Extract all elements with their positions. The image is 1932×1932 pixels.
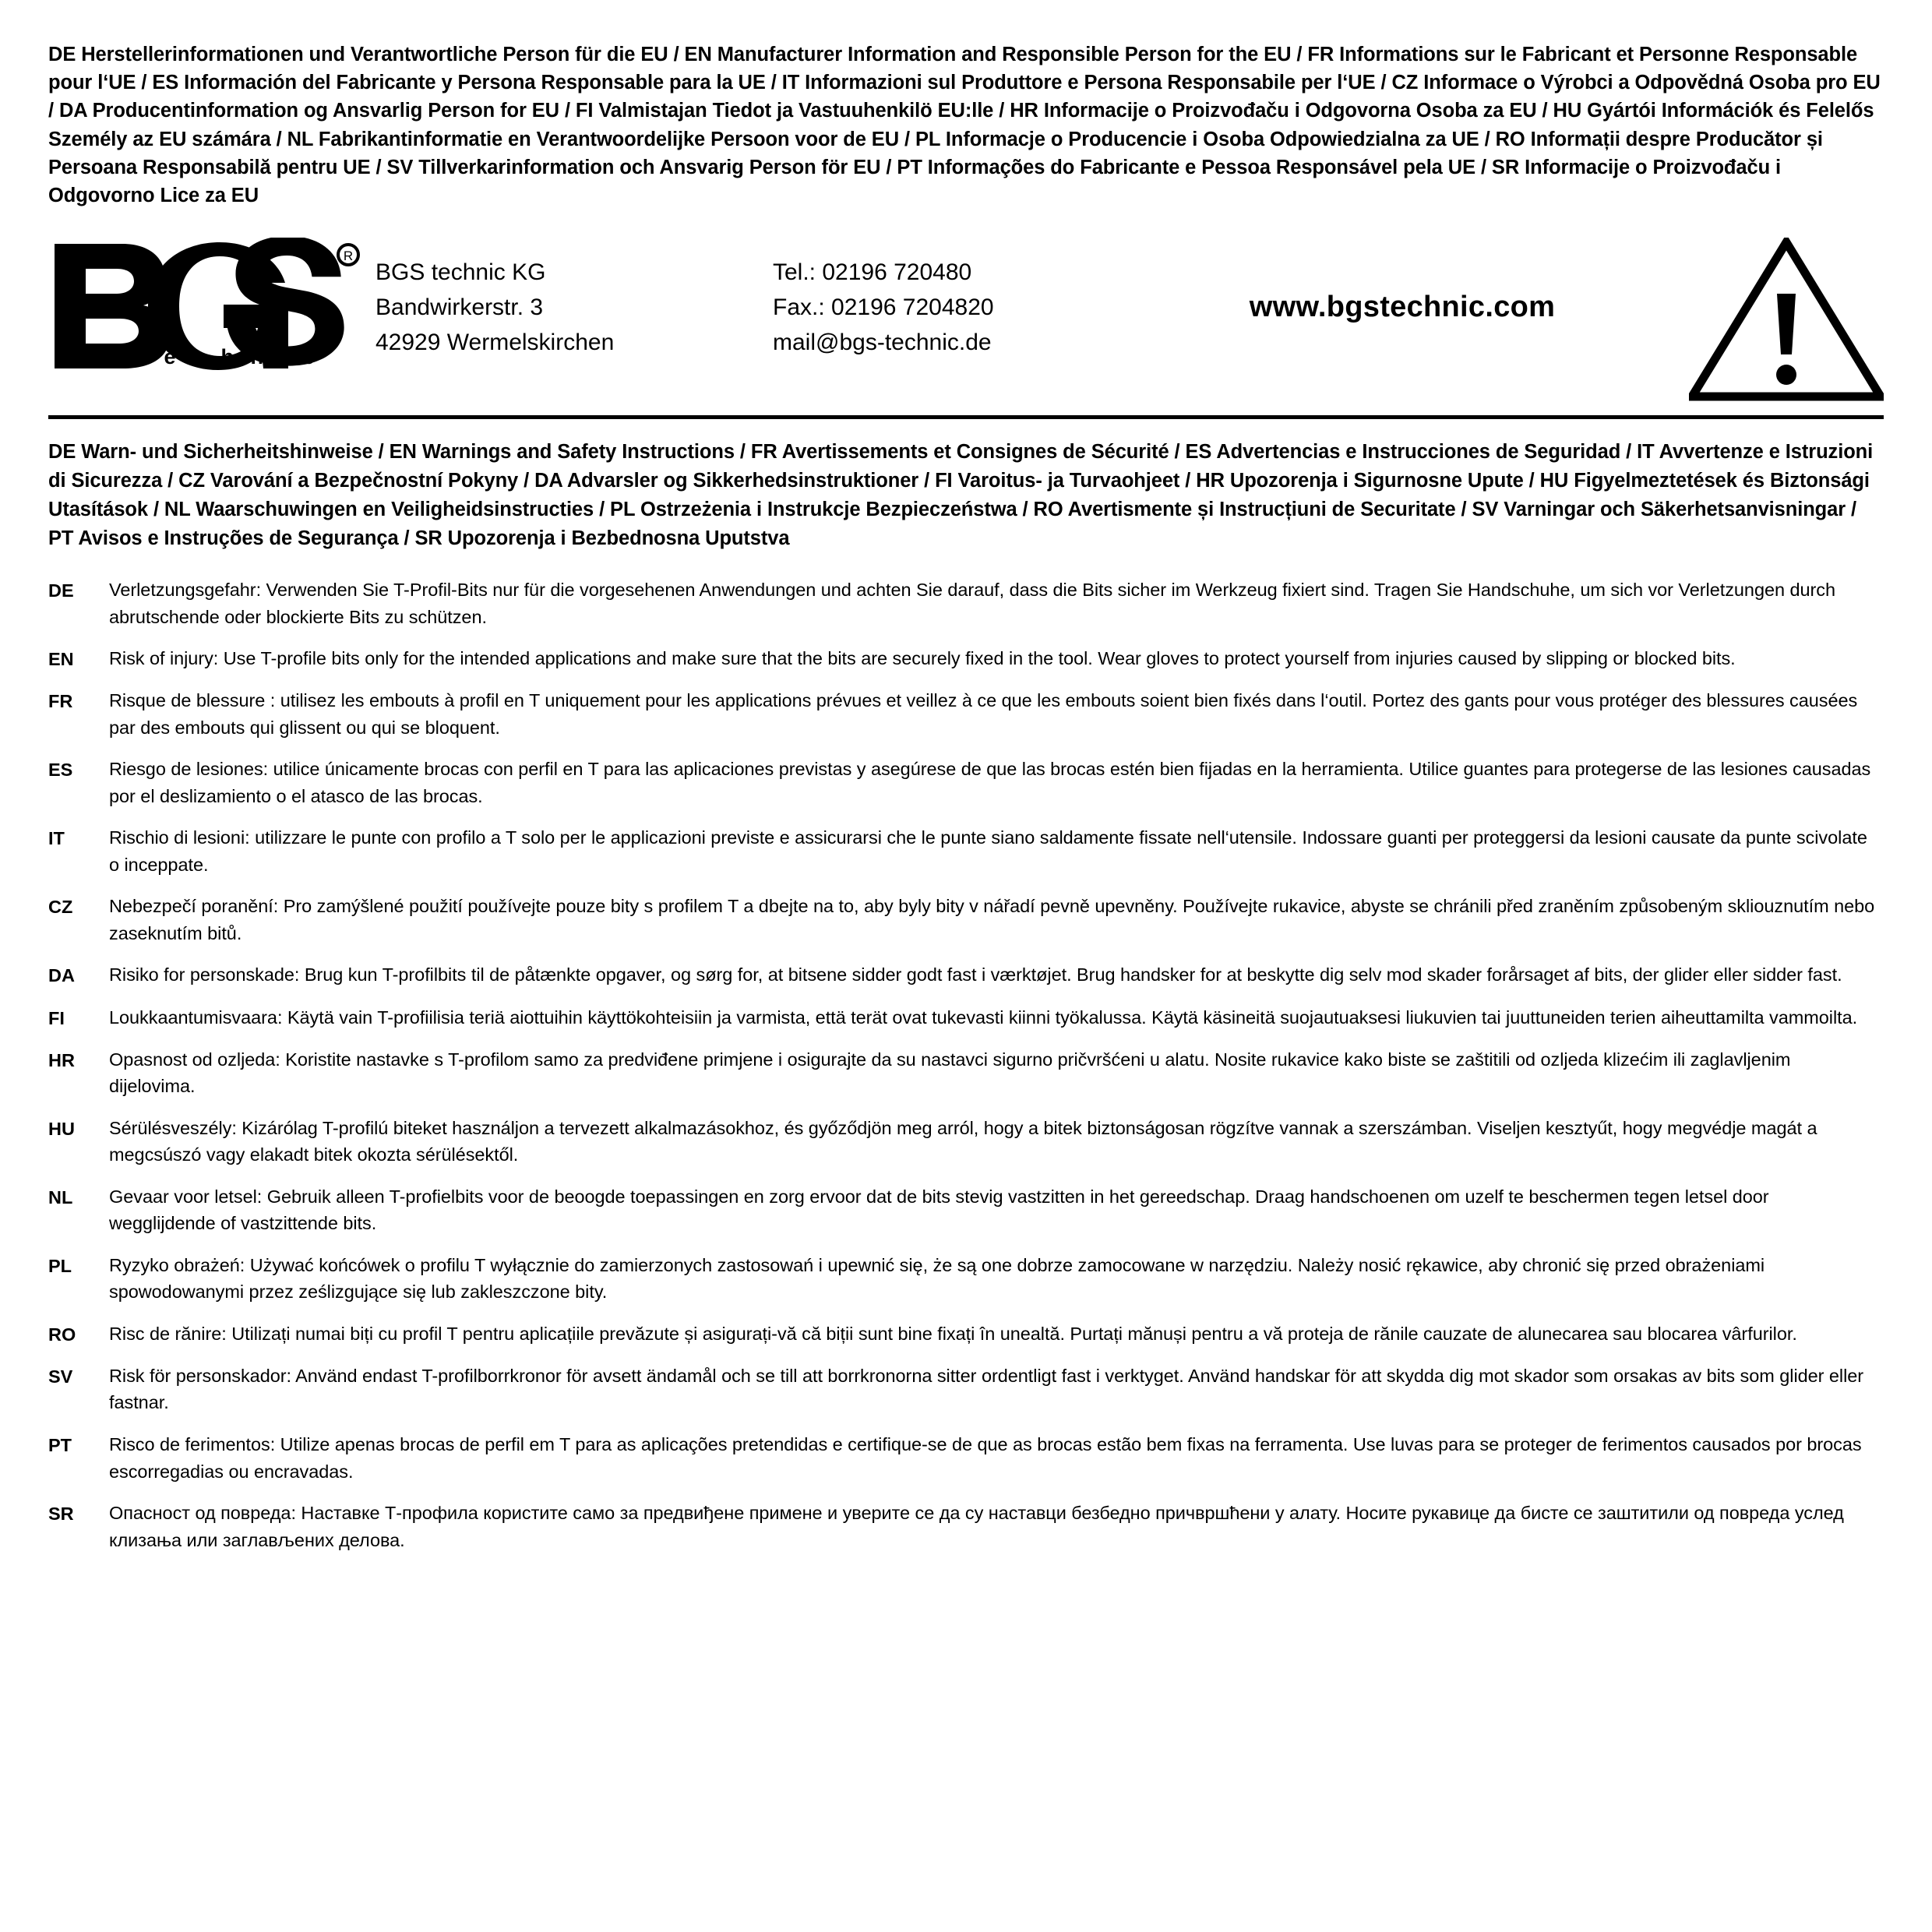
warning-row-pt [48, 1431, 1884, 1485]
warning-row-en [48, 645, 1884, 672]
warning-text: Riesgo de lesiones: utilice únicamente brocas con perfil en T para las aplicaciones previstas y asegúrese de que las brocas estén bien fijadas en la herramienta. Utilice guantes para protegerse de las lesiones causadas por el deslizamiento o el atasco de las brocas. [109, 759, 1871, 806]
language-code: DE [48, 580, 74, 601]
warning-text: Gevaar voor letsel: Gebruik alleen T-profielbits voor de beoogde toepassingen en zorg ervoor dat de bits stevig vastzitten in het gereedschap. Draag handschoenen om uzelf te beschermen tegen letsel door wegglijdende of vastzittende bits. [109, 1186, 1769, 1234]
warning-row-da [48, 961, 1884, 989]
svg-text:R: R [343, 249, 354, 264]
language-code: PT [48, 1434, 72, 1455]
warning-text: Risk of injury: Use T-profile bits only for the intended applications and make sure that the bits are securely fixed in the tool. Wear gloves to protect yourself from injuries caused by slipping or blocked bits. [109, 648, 1736, 669]
warning-row-de [48, 576, 1884, 630]
warning-row-hr [48, 1046, 1884, 1100]
bgs-logo-icon [48, 238, 360, 370]
warning-text: Risiko for personskade: Brug kun T-profilbits til de påtænkte opgaver, og sørg for, at bitsene sidder godt fast i værktøjet. Brug handsker for at beskytte dig selv mod skader forårsaget af bits, der glider eller sidder fast. [109, 964, 1842, 985]
warning-row-es [48, 756, 1884, 809]
company-contact [773, 230, 1139, 360]
language-code: HR [48, 1049, 75, 1070]
bgs-logo-subtext: t e c h n i c [140, 345, 320, 369]
warning-text: Risk för personskador: Använd endast T-profilborrkronor för avsett ändamål och se till att borrkronorna sitter ordentligt fast i verktyget. Använd handskar för att skydda dig mot skador som orsakas av bits som glider eller fastnar. [109, 1365, 1864, 1413]
warning-text: Risque de blessure : utilisez les embouts à profil en T uniquement pour les applications prévues et veillez à ce que les embouts soient bien fixés dans l‘outil. Portez des gants pour vous protéger des blessures causées par des embouts qui glissent ou qui se bloquent. [109, 690, 1858, 738]
warning-text: Rischio di lesioni: utilizzare le punte con profilo a T solo per le applicazioni previste e assicurarsi che le punte siano saldamente fissate nell‘utensile. Indossare guanti per proteggersi da lesioni causate da punte scivolate o inceppate. [109, 827, 1867, 875]
company-fax: Fax.: 02196 7204820 [773, 294, 994, 321]
warning-row-it [48, 824, 1884, 878]
warning-row-pl [48, 1252, 1884, 1306]
company-tel: Tel.: 02196 720480 [773, 259, 972, 286]
language-code: IT [48, 828, 65, 849]
language-code: PL [48, 1255, 72, 1276]
warning-text: Опасност од повреда: Наставке Т-профила користите само за предвиђене примене и уверите се да су наставци безбедно причвршћени у алату. Носите рукавице да бисте се заштитили од повреда услед клизања или заглављених делова. [109, 1503, 1844, 1550]
language-code: RO [48, 1324, 76, 1345]
warning-row-sv [48, 1363, 1884, 1416]
company-street: Bandwirkerstr. 3 [375, 294, 544, 321]
warning-row-nl [48, 1183, 1884, 1237]
warning-row-fr [48, 687, 1884, 741]
safety-instructions-heading: DE Warn- und Sicherheitshinweise / EN Warnings and Safety Instructions / FR Avertissements et Consignes de Sécurité / ES Advertencias e Instrucciones de Seguridad / IT Avvertenze e Istruzioni di Sicurezza / CZ Varování a Bezpečnostní Pokyny / DA Advarsler og Sikkerhedsinstruktioner / FI Varoitus- ja Turvaohjeet / HR Upozorenja i Sigurnosne Upute / HU Figyelmeztetések és Biztonsági Utasítások / NL Waarschuwingen en Veiligheidsinstructies / PL Ostrzeżenia i Instrukcje Bezpieczeństwa / RO Avertismente și Instrucțiuni de Securitate / SV Varningar och Säkerhetsanvisningar / PT Avisos e Instruções de Segurança / SR Upozorenja i Bezbednosna Uputstva [48, 441, 1874, 550]
warning-row-fi [48, 1004, 1884, 1031]
bgs-logo [48, 230, 375, 370]
warning-row-ro [48, 1320, 1884, 1348]
company-info-block [48, 220, 1884, 419]
warnings-list [48, 576, 1884, 1553]
language-code: HU [48, 1118, 75, 1139]
language-code: FR [48, 691, 73, 712]
warning-text: Opasnost od ozljeda: Koristite nastavke s T-profilom samo za predviđene primjene i osigurajte da su nastavci sigurno pričvršćeni u alatu. Nosite rukavice kako biste se zaštitili od ozljeda klizećim ili zaglavljenim dijelovima. [109, 1049, 1791, 1097]
company-name: BGS technic KG [375, 259, 546, 286]
warning-text: Ryzyko obrażeń: Używać końcówek o profilu T wyłącznie do zamierzonych zastosowań i upewnić się, że są one dobrze zamocowane w narzędziu. Należy nosić rękawice, aby chronić się przed obrażeniami spowodowanymi przez ześlizgujące się lub zakleszczone bity. [109, 1254, 1765, 1303]
company-email: mail@bgs-technic.de [773, 330, 992, 356]
company-address [375, 230, 773, 360]
language-code: NL [48, 1186, 73, 1208]
warning-triangle-icon [1689, 238, 1884, 401]
language-code: SV [48, 1366, 73, 1387]
warning-row-hu [48, 1115, 1884, 1169]
company-website: www.bgstechnic.com [1249, 291, 1556, 324]
language-code: DA [48, 965, 75, 986]
language-code: FI [48, 1007, 65, 1028]
language-code: ES [48, 760, 73, 781]
warning-text: Risco de ferimentos: Utilize apenas brocas de perfil em T para as aplicações pretendidas e certifique-se de que as brocas estão bem fixas na ferramenta. Use luvas para se proteger de ferimentos causados por brocas escorregadias ou encravadas. [109, 1433, 1862, 1482]
warning-text: Sérülésveszély: Kizárólag T-profilú biteket használjon a tervezett alkalmazásokhoz, és győződjön meg arról, hogy a bitek biztonságosan rögzítve vannak a szerszámban. Viseljen kesztyűt, hogy megvédje magát a megcsúszó vagy elakadt bitek okozta sérülésektől. [109, 1117, 1817, 1165]
warning-row-sr [48, 1500, 1884, 1553]
warning-row-cz [48, 893, 1884, 947]
language-code: SR [48, 1504, 74, 1525]
language-code: EN [48, 649, 74, 670]
company-city: 42929 Wermelskirchen [375, 330, 615, 356]
warning-text: Nebezpečí poranění: Pro zamýšlené použití používejte pouze bity s profilem T a dbejte na to, aby byly bity v nářadí pevně upevněny. Používejte rukavice, abyste se chránili před zraněním způsobeným skliouznutím nebo zaseknutím bitů. [109, 896, 1875, 943]
warning-text: Risc de rănire: Utilizați numai biți cu profil T pentru aplicațiile prevăzute și asigurați-vă că biții sunt bine fixați în unealtă. Purtați mănuși pentru a vă proteja de rănile cauzate de alunecarea sau blocarea vârfurilor. [109, 1323, 1797, 1344]
warning-text: Loukkaantumisvaara: Käytä vain T-profiilisia teriä aiottuihin käyttökohteisiin ja varmista, että terät ovat tukevasti kiinni työkalussa. Käytä käsineitä suojautuaksesi liukuvien tai juuttuneiden terien aiheuttamilta vammoilta. [109, 1007, 1858, 1028]
manufacturer-info-heading: DE Herstellerinformationen und Verantwortliche Person für die EU / EN Manufacturer Information and Responsible Person for the EU / FR Informations sur le Fabricant et Personne Responsable pour l‘UE / ES Información del Fabricante y Persona Responsable para la UE / IT Informazioni sul Produttore e Persona Responsabile per l‘UE / CZ Informace o Výrobci a Odpovědná Osoba pro EU / DA Producentinformation og Ansvarlig Person for EU / FI Valmistajan Tiedot ja Vastuuhenkilö EU:lle / HR Informacije o Proizvođaču i Odgovorna Osoba za EU / HU Gyártói Információk és Felelős Személy az EU számára / NL Fabrikantinformatie en Verantwoordelijke Persoon voor de EU / PL Informacje o Producencie i Osoba Odpowiedzialna za UE / RO Informații despre Producător și Persoana Responsabilă pentru UE / SV Tillverkarinformation och Ansvarig Person för EU / PT Informações do Fabricante e Pessoa Responsável pela UE / SR Informacije o Proizvođaču i Odgovorno Lice za EU [48, 44, 1881, 207]
language-code: CZ [48, 897, 73, 918]
warning-text: Verletzungsgefahr: Verwenden Sie T-Profil-Bits nur für die vorgesehenen Anwendungen und achten Sie darauf, dass die Bits sicher im Werkzeug fixiert sind. Tragen Sie Handschuhe, um sich vor Verletzungen durch abrutschende oder blockierte Bits zu schützen. [109, 580, 1836, 627]
warning-triangle [1666, 230, 1884, 401]
